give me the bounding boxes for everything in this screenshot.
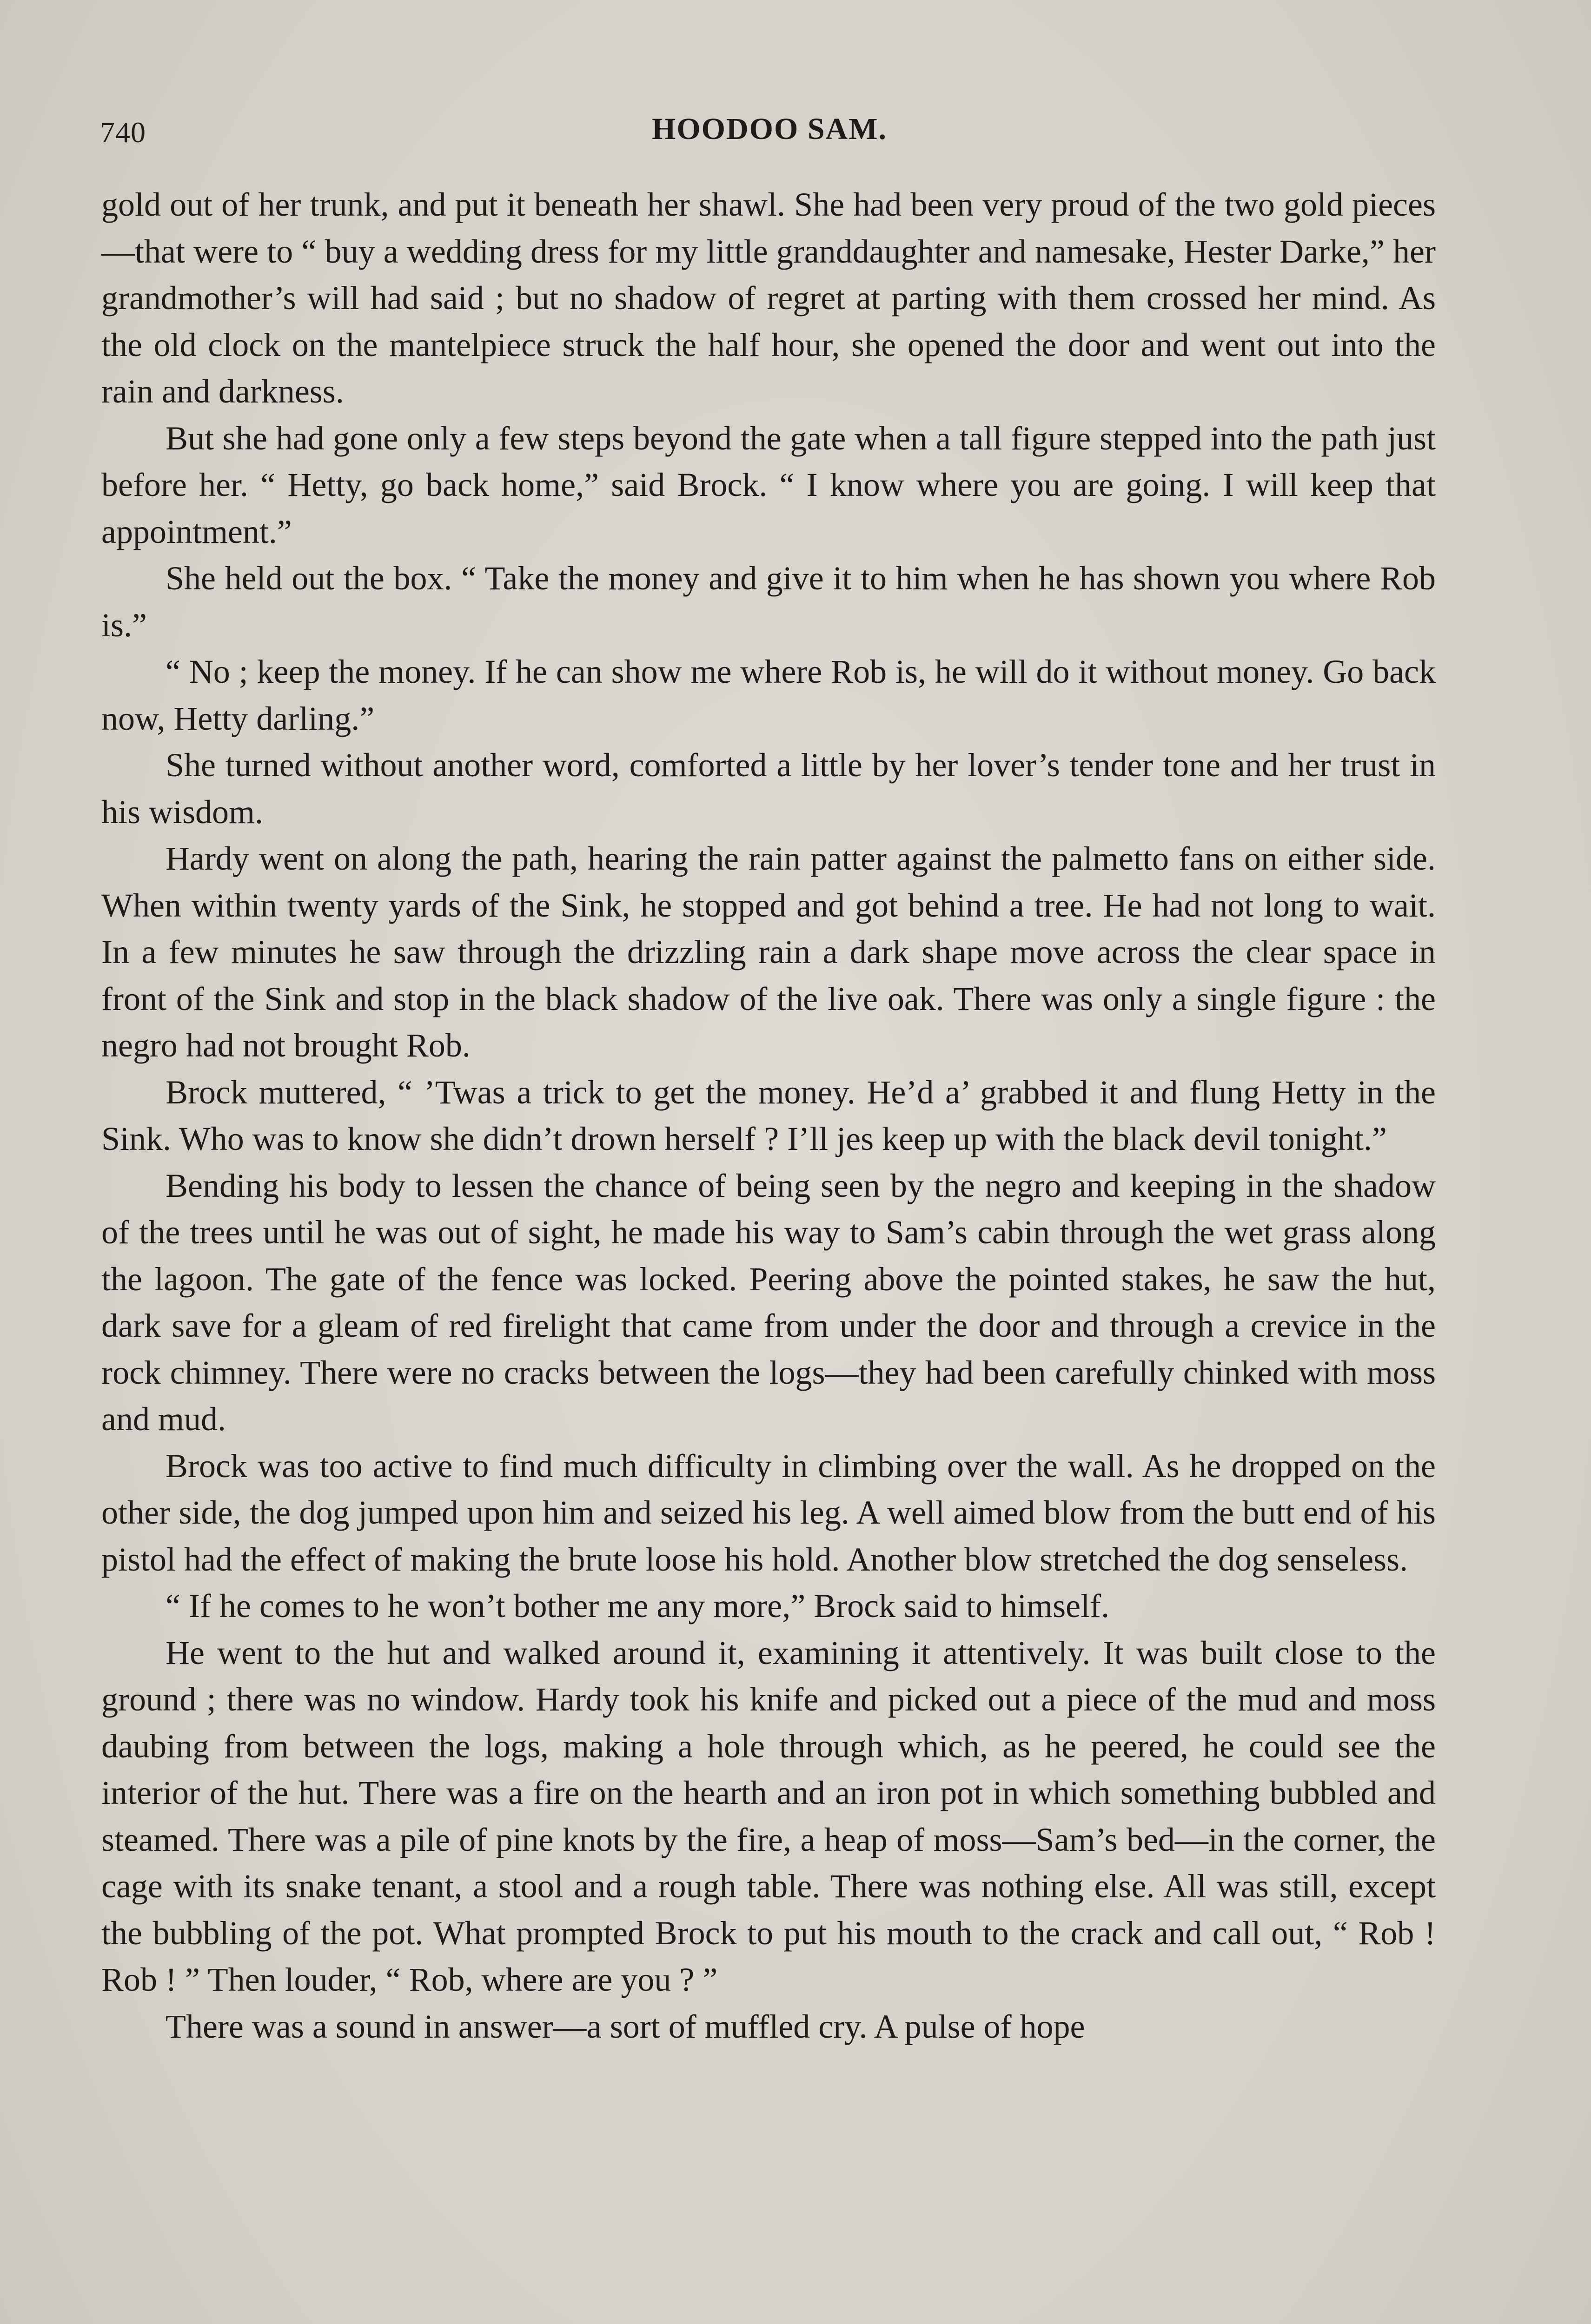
paragraph: He went to the hut and walked around it, examining it attentively. It was built close to the ground ; there was no window. Hardy took his knife and picked out a piece of the mud and moss daubing from between the logs, making a hole through which, as he peered, he could see the interior of the hut. There was a fire on the hearth and an iron pot in which something bubbled and steamed. There was a pile of pine knots by the fire, a heap of moss—Sam’s bed—in the corner, the cage with its snake tenant, a stool and a rough table. There was nothing else. All was still, except the bubbling of the pot. What prompted Brock to put his mouth to the crack and call out, “ Rob ! Rob ! ” Then louder, “ Rob, where are you ? ” (101, 1634, 1436, 1998)
paragraph: Hardy went on along the path, hearing the rain patter against the palmetto fans on either side. When within twenty yards of the Sink, he stopped and got behind a tree. He had not long to wait. In a few minutes he saw through the drizzling rain a dark shape move across the clear space in front of the Sink and stop in the black shadow of the live oak. There was only a single figure : the negro had not brought Rob. (101, 840, 1436, 1064)
body-text (101, 181, 1436, 2050)
page-header (100, 107, 1439, 163)
paragraph: gold out of her trunk, and put it beneath her shawl. She had been very proud of the two gold pieces—that were to “ buy a wedding dress for my little granddaughter and namesake, Hester Darke,” her grandmother’s will had said ; but no shadow of regret at parting with them crossed her mind. As the old clock on the mantelpiece struck the half hour, she opened the door and went out into the rain and darkness. (101, 186, 1436, 410)
paragraph: She held out the box. “ Take the money and give it to him when he has shown you where Rob is.” (101, 560, 1436, 644)
paragraph: Bending his body to lessen the chance of being seen by the negro and keeping in the shadow of the trees until he was out of sight, he made his way to Sam’s cabin through the wet grass along the lagoon. The gate of the fence was locked. Peering above the pointed stakes, he saw the hut, dark save for a gleam of red firelight that came from under the door and through a crevice in the rock chimney. There were no cracks between the logs—they had been carefully chinked with moss and mud. (101, 1167, 1436, 1438)
paragraph: There was a sound in answer—a sort of muffled cry. A pulse of hope (166, 2007, 1085, 2045)
paragraph: Brock muttered, “ ’Twas a trick to get the money. He’d a’ grabbed it and flung Hetty in the Sink. Who was to know she didn’t drown herself ? I’ll jes keep up with the black devil tonight.” (101, 1073, 1436, 1157)
paragraph: “ If he comes to he won’t bother me any more,” Brock said to himself. (166, 1587, 1110, 1624)
paragraph: But she had gone only a few steps beyond the gate when a tall figure stepped into the path just before her. “ Hetty, go back home,” said Brock. “ I know where you are going. I will keep that appointment.” (101, 419, 1436, 550)
running-head: HOODOO SAM. (651, 112, 887, 146)
paragraph: She turned without another word, comforted a little by her lover’s tender tone and her trust in his wisdom. (101, 746, 1436, 831)
page-number: 740 (100, 116, 146, 149)
paragraph: “ No ; keep the money. If he can show me where Rob is, he will do it without money. Go back now, Hetty darling.” (101, 653, 1436, 737)
paragraph: Brock was too active to find much difficulty in climbing over the wall. As he dropped on the other side, the dog jumped upon him and seized his leg. A well aimed blow from the butt end of his pistol had the effect of making the brute loose his hold. Another blow stretched the dog senseless. (101, 1447, 1436, 1578)
